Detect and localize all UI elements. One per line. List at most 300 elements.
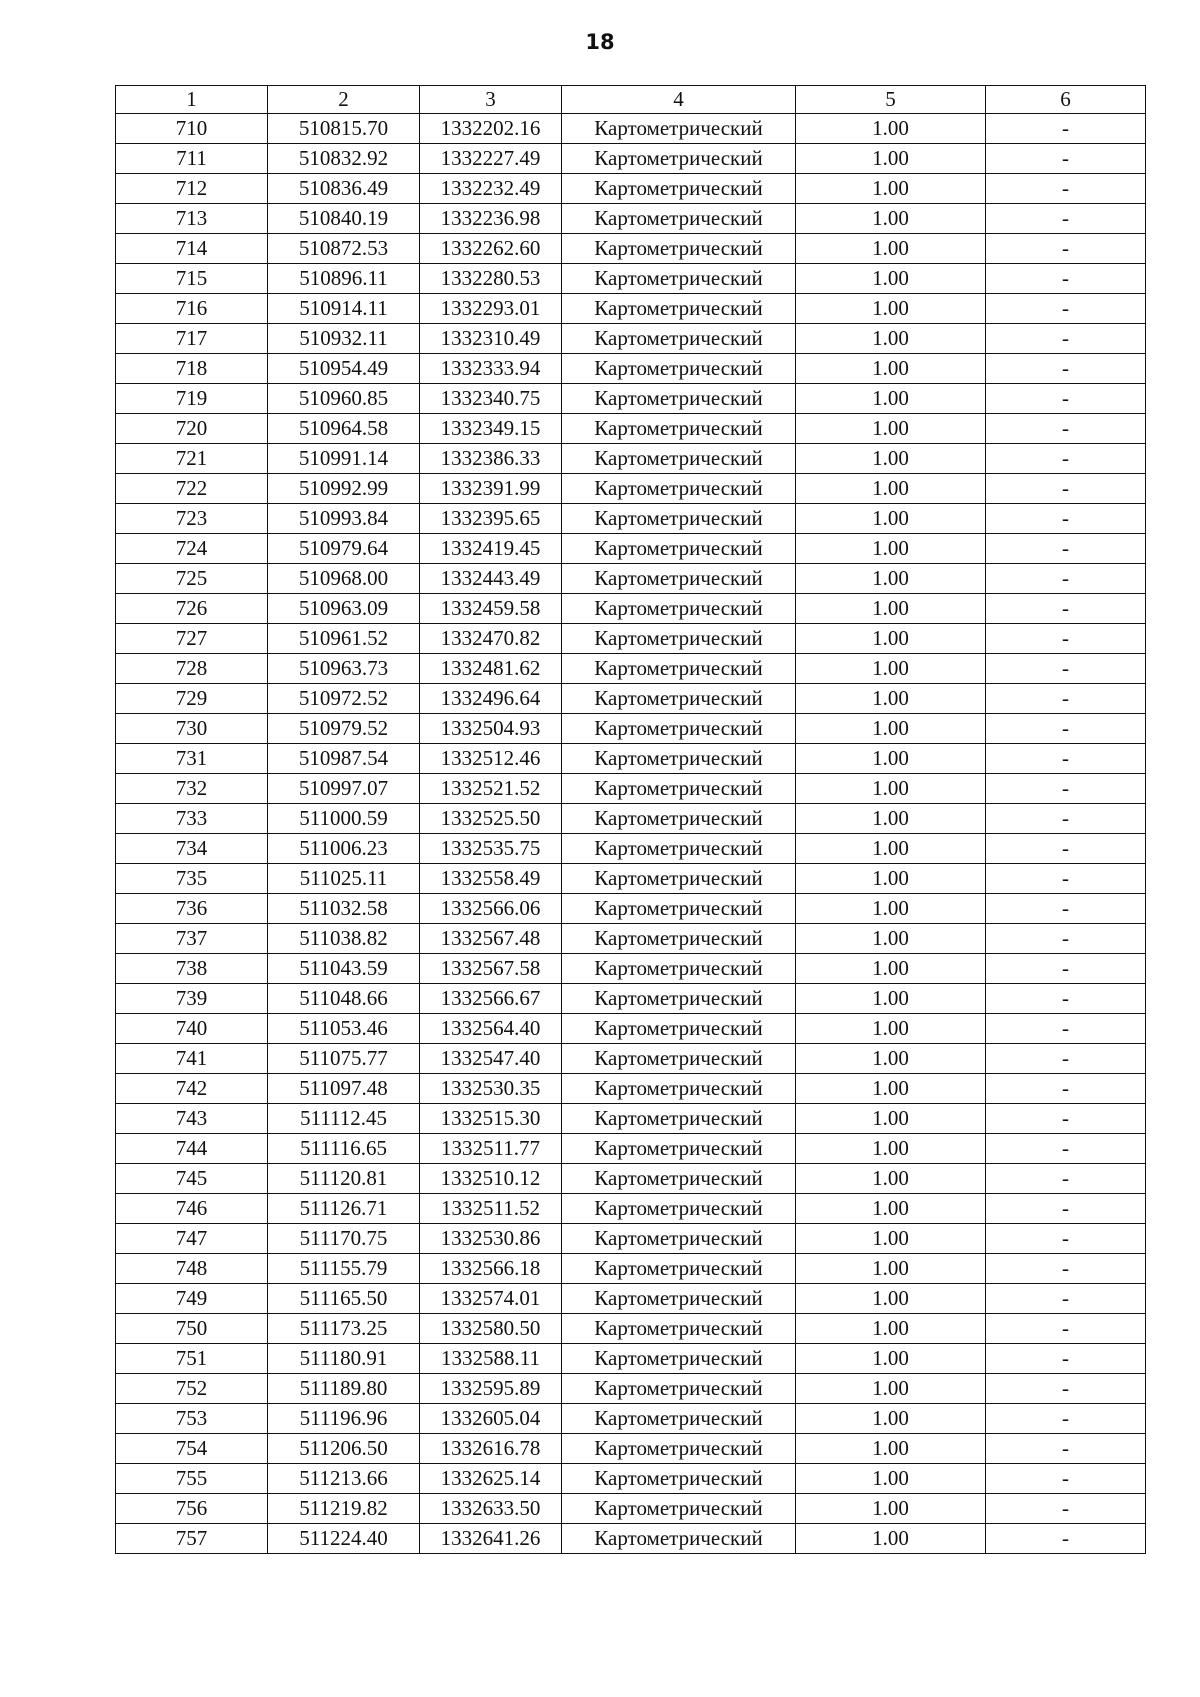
cell-point-number: 716	[116, 294, 268, 324]
column-header-coordinate-x: 2	[268, 86, 420, 114]
cell-method: Картометрический	[562, 654, 796, 684]
cell-description: -	[986, 324, 1146, 354]
cell-description: -	[986, 534, 1146, 564]
cell-coordinate-y: 1332232.49	[420, 174, 562, 204]
cell-coordinate-x: 510932.11	[268, 324, 420, 354]
cell-coordinate-x: 511126.71	[268, 1194, 420, 1224]
cell-method: Картометрический	[562, 1224, 796, 1254]
cell-description: -	[986, 1224, 1146, 1254]
cell-description: -	[986, 1194, 1146, 1224]
cell-coordinate-y: 1332511.77	[420, 1134, 562, 1164]
cell-point-number: 733	[116, 804, 268, 834]
cell-accuracy: 1.00	[796, 234, 986, 264]
cell-point-number: 735	[116, 864, 268, 894]
cell-method: Картометрический	[562, 1284, 796, 1314]
cell-method: Картометрический	[562, 1374, 796, 1404]
cell-coordinate-y: 1332567.48	[420, 924, 562, 954]
cell-coordinate-y: 1332504.93	[420, 714, 562, 744]
table-header	[116, 86, 1146, 114]
cell-coordinate-x: 510997.07	[268, 774, 420, 804]
cell-description: -	[986, 594, 1146, 624]
cell-accuracy: 1.00	[796, 1284, 986, 1314]
table-row	[116, 834, 1146, 864]
table-row	[116, 1314, 1146, 1344]
cell-point-number: 744	[116, 1134, 268, 1164]
cell-method: Картометрический	[562, 1434, 796, 1464]
cell-coordinate-x: 510914.11	[268, 294, 420, 324]
table-row	[116, 804, 1146, 834]
cell-accuracy: 1.00	[796, 714, 986, 744]
cell-point-number: 717	[116, 324, 268, 354]
cell-description: -	[986, 864, 1146, 894]
cell-description: -	[986, 1464, 1146, 1494]
cell-accuracy: 1.00	[796, 984, 986, 1014]
table-row	[116, 174, 1146, 204]
cell-point-number: 712	[116, 174, 268, 204]
cell-point-number: 749	[116, 1284, 268, 1314]
cell-point-number: 743	[116, 1104, 268, 1134]
cell-point-number: 751	[116, 1344, 268, 1374]
cell-method: Картометрический	[562, 1044, 796, 1074]
cell-accuracy: 1.00	[796, 444, 986, 474]
column-header-method: 4	[562, 86, 796, 114]
cell-accuracy: 1.00	[796, 1164, 986, 1194]
cell-point-number: 713	[116, 204, 268, 234]
table-row	[116, 1164, 1146, 1194]
cell-accuracy: 1.00	[796, 1194, 986, 1224]
cell-accuracy: 1.00	[796, 174, 986, 204]
cell-method: Картометрический	[562, 984, 796, 1014]
cell-method: Картометрический	[562, 894, 796, 924]
cell-coordinate-x: 510979.52	[268, 714, 420, 744]
cell-coordinate-x: 511219.82	[268, 1494, 420, 1524]
cell-coordinate-x: 511206.50	[268, 1434, 420, 1464]
cell-point-number: 757	[116, 1524, 268, 1554]
table-row	[116, 504, 1146, 534]
table-row	[116, 1254, 1146, 1284]
cell-point-number: 720	[116, 414, 268, 444]
cell-accuracy: 1.00	[796, 774, 986, 804]
cell-method: Картометрический	[562, 444, 796, 474]
cell-accuracy: 1.00	[796, 594, 986, 624]
cell-description: -	[986, 744, 1146, 774]
cell-point-number: 722	[116, 474, 268, 504]
cell-point-number: 726	[116, 594, 268, 624]
cell-description: -	[986, 1434, 1146, 1464]
cell-coordinate-x: 510832.92	[268, 144, 420, 174]
cell-point-number: 741	[116, 1044, 268, 1074]
table-row	[116, 264, 1146, 294]
cell-coordinate-y: 1332349.15	[420, 414, 562, 444]
cell-coordinate-y: 1332496.64	[420, 684, 562, 714]
cell-coordinate-y: 1332605.04	[420, 1404, 562, 1434]
cell-coordinate-y: 1332227.49	[420, 144, 562, 174]
cell-point-number: 710	[116, 114, 268, 144]
cell-coordinate-y: 1332333.94	[420, 354, 562, 384]
cell-point-number: 755	[116, 1464, 268, 1494]
table-row	[116, 1104, 1146, 1134]
cell-point-number: 718	[116, 354, 268, 384]
cell-coordinate-x: 510815.70	[268, 114, 420, 144]
cell-description: -	[986, 1014, 1146, 1044]
page-number: 18	[585, 30, 615, 54]
cell-point-number: 729	[116, 684, 268, 714]
cell-accuracy: 1.00	[796, 1464, 986, 1494]
cell-point-number: 750	[116, 1314, 268, 1344]
cell-coordinate-x: 510896.11	[268, 264, 420, 294]
cell-description: -	[986, 1404, 1146, 1434]
cell-accuracy: 1.00	[796, 684, 986, 714]
cell-method: Картометрический	[562, 504, 796, 534]
cell-accuracy: 1.00	[796, 354, 986, 384]
cell-point-number: 740	[116, 1014, 268, 1044]
cell-accuracy: 1.00	[796, 1134, 986, 1164]
cell-method: Картометрический	[562, 324, 796, 354]
cell-point-number: 723	[116, 504, 268, 534]
cell-method: Картометрический	[562, 1254, 796, 1284]
cell-method: Картометрический	[562, 1464, 796, 1494]
cell-description: -	[986, 564, 1146, 594]
cell-coordinate-y: 1332616.78	[420, 1434, 562, 1464]
cell-description: -	[986, 1044, 1146, 1074]
cell-coordinate-x: 511155.79	[268, 1254, 420, 1284]
cell-method: Картометрический	[562, 804, 796, 834]
cell-description: -	[986, 1524, 1146, 1554]
cell-method: Картометрический	[562, 564, 796, 594]
cell-method: Картометрический	[562, 1194, 796, 1224]
table-row	[116, 1524, 1146, 1554]
cell-coordinate-y: 1332391.99	[420, 474, 562, 504]
cell-description: -	[986, 174, 1146, 204]
table-row	[116, 474, 1146, 504]
cell-point-number: 734	[116, 834, 268, 864]
cell-coordinate-x: 511006.23	[268, 834, 420, 864]
table-row	[116, 714, 1146, 744]
cell-method: Картометрический	[562, 834, 796, 864]
cell-coordinate-y: 1332580.50	[420, 1314, 562, 1344]
cell-coordinate-y: 1332236.98	[420, 204, 562, 234]
cell-coordinate-x: 510991.14	[268, 444, 420, 474]
cell-coordinate-x: 510992.99	[268, 474, 420, 504]
cell-description: -	[986, 1134, 1146, 1164]
table-row	[116, 144, 1146, 174]
table-row	[116, 564, 1146, 594]
table-row	[116, 1014, 1146, 1044]
table-row	[116, 444, 1146, 474]
cell-point-number: 738	[116, 954, 268, 984]
cell-point-number: 714	[116, 234, 268, 264]
cell-coordinate-y: 1332525.50	[420, 804, 562, 834]
cell-accuracy: 1.00	[796, 564, 986, 594]
cell-accuracy: 1.00	[796, 1074, 986, 1104]
cell-coordinate-x: 510963.73	[268, 654, 420, 684]
cell-method: Картометрический	[562, 144, 796, 174]
cell-method: Картометрический	[562, 414, 796, 444]
cell-accuracy: 1.00	[796, 1314, 986, 1344]
cell-description: -	[986, 114, 1146, 144]
cell-accuracy: 1.00	[796, 534, 986, 564]
cell-coordinate-y: 1332588.11	[420, 1344, 562, 1374]
cell-coordinate-x: 511043.59	[268, 954, 420, 984]
cell-description: -	[986, 204, 1146, 234]
cell-coordinate-y: 1332202.16	[420, 114, 562, 144]
cell-point-number: 719	[116, 384, 268, 414]
cell-description: -	[986, 414, 1146, 444]
cell-coordinate-y: 1332386.33	[420, 444, 562, 474]
cell-point-number: 737	[116, 924, 268, 954]
cell-coordinate-x: 511112.45	[268, 1104, 420, 1134]
cell-coordinate-x: 511120.81	[268, 1164, 420, 1194]
cell-coordinate-x: 511048.66	[268, 984, 420, 1014]
cell-description: -	[986, 1374, 1146, 1404]
cell-accuracy: 1.00	[796, 294, 986, 324]
cell-method: Картометрический	[562, 174, 796, 204]
cell-method: Картометрический	[562, 114, 796, 144]
cell-coordinate-y: 1332558.49	[420, 864, 562, 894]
table-row	[116, 1224, 1146, 1254]
cell-method: Картометрический	[562, 384, 796, 414]
cell-method: Картометрический	[562, 1014, 796, 1044]
cell-description: -	[986, 294, 1146, 324]
cell-coordinate-x: 510961.52	[268, 624, 420, 654]
cell-coordinate-y: 1332310.49	[420, 324, 562, 354]
cell-coordinate-y: 1332280.53	[420, 264, 562, 294]
cell-accuracy: 1.00	[796, 144, 986, 174]
cell-accuracy: 1.00	[796, 1224, 986, 1254]
cell-accuracy: 1.00	[796, 834, 986, 864]
cell-description: -	[986, 384, 1146, 414]
cell-method: Картометрический	[562, 354, 796, 384]
cell-method: Картометрический	[562, 744, 796, 774]
cell-coordinate-y: 1332515.30	[420, 1104, 562, 1134]
cell-point-number: 748	[116, 1254, 268, 1284]
column-header-description: 6	[986, 86, 1146, 114]
cell-coordinate-x: 511032.58	[268, 894, 420, 924]
table-row	[116, 534, 1146, 564]
cell-accuracy: 1.00	[796, 504, 986, 534]
cell-coordinate-y: 1332595.89	[420, 1374, 562, 1404]
cell-accuracy: 1.00	[796, 1404, 986, 1434]
table-row	[116, 1404, 1146, 1434]
cell-point-number: 739	[116, 984, 268, 1014]
cell-description: -	[986, 624, 1146, 654]
cell-coordinate-y: 1332459.58	[420, 594, 562, 624]
cell-coordinate-y: 1332535.75	[420, 834, 562, 864]
cell-coordinate-y: 1332574.01	[420, 1284, 562, 1314]
cell-accuracy: 1.00	[796, 624, 986, 654]
table-row	[116, 1464, 1146, 1494]
cell-point-number: 747	[116, 1224, 268, 1254]
cell-point-number: 728	[116, 654, 268, 684]
cell-coordinate-x: 511025.11	[268, 864, 420, 894]
cell-point-number: 711	[116, 144, 268, 174]
cell-accuracy: 1.00	[796, 1254, 986, 1284]
cell-point-number: 753	[116, 1404, 268, 1434]
cell-coordinate-x: 510993.84	[268, 504, 420, 534]
cell-accuracy: 1.00	[796, 324, 986, 354]
cell-coordinate-x: 511053.46	[268, 1014, 420, 1044]
cell-description: -	[986, 984, 1146, 1014]
cell-description: -	[986, 504, 1146, 534]
cell-method: Картометрический	[562, 1314, 796, 1344]
cell-point-number: 725	[116, 564, 268, 594]
cell-accuracy: 1.00	[796, 414, 986, 444]
cell-description: -	[986, 714, 1146, 744]
table-row	[116, 594, 1146, 624]
cell-point-number: 721	[116, 444, 268, 474]
table-row	[116, 1344, 1146, 1374]
cell-method: Картометрический	[562, 594, 796, 624]
cell-coordinate-y: 1332641.26	[420, 1524, 562, 1554]
column-header-point-number: 1	[116, 86, 268, 114]
cell-method: Картометрический	[562, 714, 796, 744]
cell-method: Картометрический	[562, 1404, 796, 1434]
cell-accuracy: 1.00	[796, 654, 986, 684]
cell-accuracy: 1.00	[796, 924, 986, 954]
cell-description: -	[986, 1164, 1146, 1194]
cell-point-number: 756	[116, 1494, 268, 1524]
cell-description: -	[986, 774, 1146, 804]
cell-description: -	[986, 954, 1146, 984]
cell-accuracy: 1.00	[796, 1524, 986, 1554]
cell-coordinate-x: 510968.00	[268, 564, 420, 594]
cell-coordinate-y: 1332566.18	[420, 1254, 562, 1284]
table-row	[116, 1074, 1146, 1104]
cell-accuracy: 1.00	[796, 1044, 986, 1074]
cell-accuracy: 1.00	[796, 204, 986, 234]
cell-coordinate-x: 511173.25	[268, 1314, 420, 1344]
cell-method: Картометрический	[562, 474, 796, 504]
cell-method: Картометрический	[562, 1164, 796, 1194]
table-row	[116, 924, 1146, 954]
cell-description: -	[986, 834, 1146, 864]
cell-description: -	[986, 1284, 1146, 1314]
cell-method: Картометрический	[562, 624, 796, 654]
table-row	[116, 324, 1146, 354]
cell-accuracy: 1.00	[796, 474, 986, 504]
cell-method: Картометрический	[562, 684, 796, 714]
cell-description: -	[986, 894, 1146, 924]
cell-coordinate-x: 511170.75	[268, 1224, 420, 1254]
cell-coordinate-y: 1332443.49	[420, 564, 562, 594]
table-row	[116, 1374, 1146, 1404]
cell-accuracy: 1.00	[796, 744, 986, 774]
cell-description: -	[986, 1254, 1146, 1284]
table-row	[116, 1434, 1146, 1464]
cell-description: -	[986, 234, 1146, 264]
cell-description: -	[986, 924, 1146, 954]
cell-coordinate-y: 1332340.75	[420, 384, 562, 414]
table-row	[116, 1044, 1146, 1074]
table-row	[116, 744, 1146, 774]
table-row	[116, 864, 1146, 894]
cell-coordinate-y: 1332566.67	[420, 984, 562, 1014]
table-row	[116, 354, 1146, 384]
cell-coordinate-x: 510872.53	[268, 234, 420, 264]
table-row	[116, 984, 1146, 1014]
table-row	[116, 654, 1146, 684]
cell-accuracy: 1.00	[796, 1434, 986, 1464]
cell-accuracy: 1.00	[796, 1104, 986, 1134]
cell-coordinate-y: 1332530.35	[420, 1074, 562, 1104]
cell-point-number: 746	[116, 1194, 268, 1224]
table-row	[116, 774, 1146, 804]
cell-method: Картометрический	[562, 1104, 796, 1134]
table-row	[116, 624, 1146, 654]
cell-coordinate-y: 1332564.40	[420, 1014, 562, 1044]
cell-description: -	[986, 1344, 1146, 1374]
cell-method: Картометрический	[562, 1344, 796, 1374]
cell-point-number: 754	[116, 1434, 268, 1464]
table-body	[116, 114, 1146, 1554]
cell-point-number: 742	[116, 1074, 268, 1104]
cell-coordinate-y: 1332521.52	[420, 774, 562, 804]
cell-description: -	[986, 1494, 1146, 1524]
table-row	[116, 204, 1146, 234]
cell-coordinate-y: 1332547.40	[420, 1044, 562, 1074]
cell-coordinate-x: 510987.54	[268, 744, 420, 774]
cell-method: Картометрический	[562, 234, 796, 264]
cell-coordinate-x: 510836.49	[268, 174, 420, 204]
cell-coordinate-x: 511224.40	[268, 1524, 420, 1554]
cell-coordinate-x: 511180.91	[268, 1344, 420, 1374]
cell-point-number: 752	[116, 1374, 268, 1404]
cell-coordinate-x: 510979.64	[268, 534, 420, 564]
cell-method: Картометрический	[562, 204, 796, 234]
table-row	[116, 1494, 1146, 1524]
cell-accuracy: 1.00	[796, 114, 986, 144]
cell-description: -	[986, 264, 1146, 294]
cell-accuracy: 1.00	[796, 894, 986, 924]
cell-accuracy: 1.00	[796, 804, 986, 834]
cell-method: Картометрический	[562, 1134, 796, 1164]
cell-method: Картометрический	[562, 924, 796, 954]
cell-description: -	[986, 144, 1146, 174]
table-row	[116, 1134, 1146, 1164]
table-row	[116, 294, 1146, 324]
table-row	[116, 1284, 1146, 1314]
cell-coordinate-y: 1332511.52	[420, 1194, 562, 1224]
cell-accuracy: 1.00	[796, 1344, 986, 1374]
cell-coordinate-x: 511038.82	[268, 924, 420, 954]
table-row	[116, 414, 1146, 444]
cell-coordinate-x: 511213.66	[268, 1464, 420, 1494]
cell-coordinate-y: 1332470.82	[420, 624, 562, 654]
cell-coordinate-x: 511000.59	[268, 804, 420, 834]
cell-description: -	[986, 1314, 1146, 1344]
cell-accuracy: 1.00	[796, 384, 986, 414]
cell-method: Картометрический	[562, 534, 796, 564]
coordinates-table	[115, 85, 1146, 1554]
cell-coordinate-y: 1332481.62	[420, 654, 562, 684]
cell-coordinate-y: 1332293.01	[420, 294, 562, 324]
cell-coordinate-y: 1332530.86	[420, 1224, 562, 1254]
table-row	[116, 954, 1146, 984]
cell-point-number: 731	[116, 744, 268, 774]
cell-accuracy: 1.00	[796, 264, 986, 294]
cell-description: -	[986, 1104, 1146, 1134]
cell-coordinate-y: 1332512.46	[420, 744, 562, 774]
table-row	[116, 894, 1146, 924]
cell-coordinate-x: 510972.52	[268, 684, 420, 714]
cell-description: -	[986, 354, 1146, 384]
cell-method: Картометрический	[562, 294, 796, 324]
cell-coordinate-x: 510840.19	[268, 204, 420, 234]
table-row	[116, 384, 1146, 414]
cell-description: -	[986, 804, 1146, 834]
table-header-row	[116, 86, 1146, 114]
column-header-accuracy: 5	[796, 86, 986, 114]
